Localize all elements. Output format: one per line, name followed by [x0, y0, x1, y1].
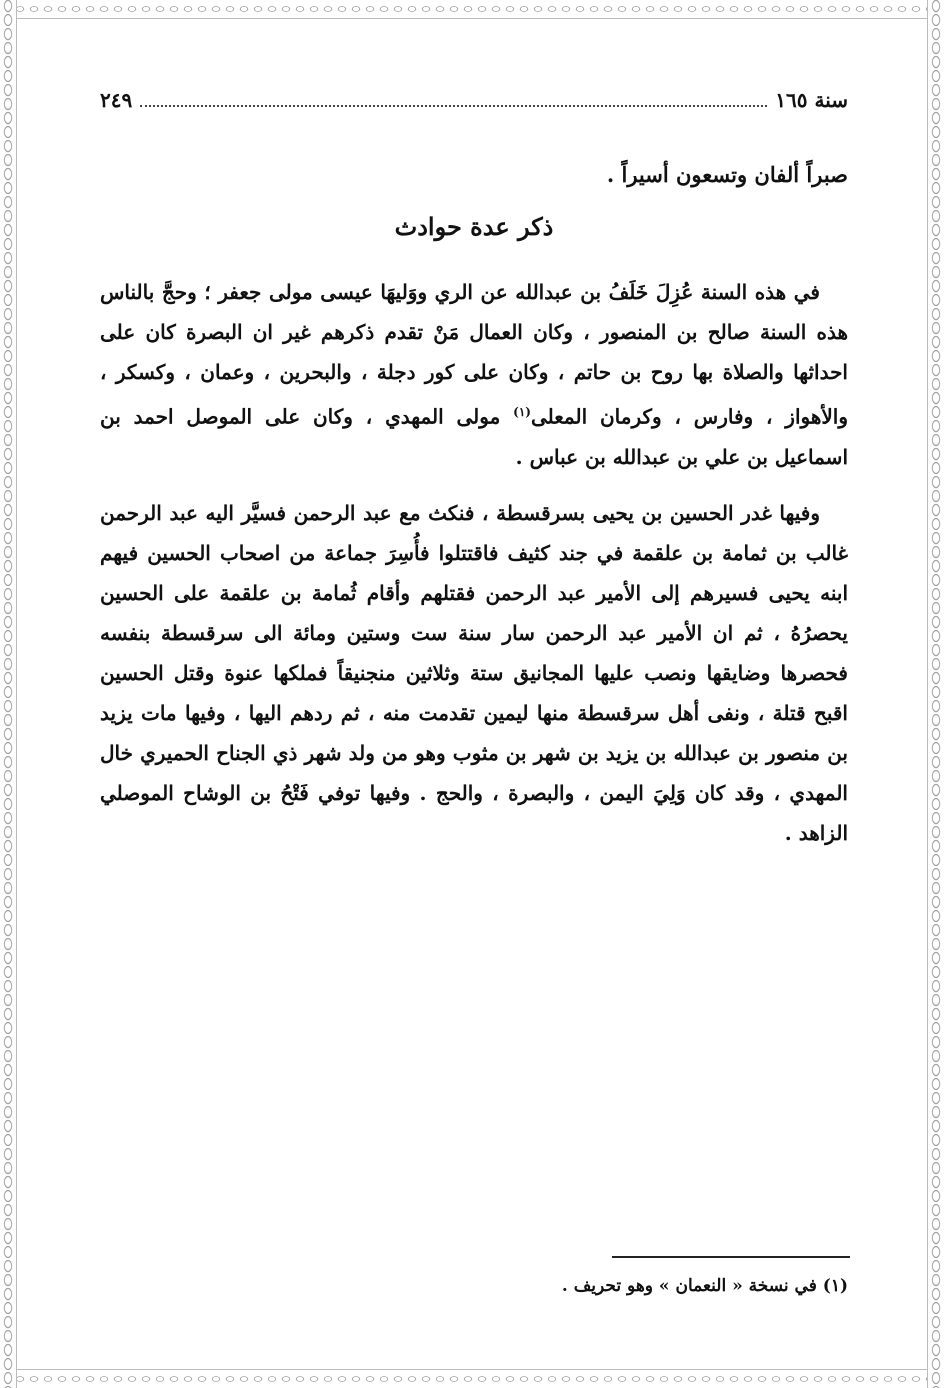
opening-line: صبراً ألفان وتسعون أسيراً .: [606, 162, 848, 187]
border-top: [0, 0, 944, 19]
running-title: سنة ١٦٥: [775, 88, 848, 112]
footnote: (١) في نسخة « النعمان » وهو تحريف .: [561, 1276, 848, 1296]
page-number: ٢٤٩: [100, 88, 133, 112]
running-header: [100, 88, 848, 118]
page-body: [100, 88, 848, 853]
paragraph-1: [100, 272, 848, 477]
border-left: [0, 0, 17, 1388]
paragraph-2: وفيها غدر الحسين بن يحيى بسرقسطة ، فنكث مع عبد الرحمن فسيَّر اليه عبد الرحمن غالب بن ثمامة بن علقمة في جند كثيف فاقتتلوا فأُسِرَ جماعة من اصحاب الحسين فيهم ابنه يحيى فسيرهم إلى الأمير عبد الرحمن فقتلهم وأقام ثُمامة بن علقمة على الحسين يحصرُهُ ، ثم ان الأمير عبد الرحمن سار سنة ست وستين ومائة الى سرقسطة بنفسه فحصرها وضايقها ونصب عليها المجانيق ستة وثلاثين منجنيقاً فملكها عنوة وقتل الحسين اقبح قتلة ، ونفى أهل سرقسطة منها ليمين تقدمت منه ، ثم ردهم اليها ، وفيها مات يزيد بن منصور بن عبدالله بن يزيد بن شهر بن مثوب وهو من ولد شهر ذي الجناح الحميري خال المهدي ، وقد كان وَلِيَ اليمن ، والبصرة ، والحج . وفيها توفي فَتْحُ بن الوشاح الموصلي الزاهد .: [100, 500, 848, 845]
paragraph-1-text-b: مولى المهدي ، وكان على الموصل احمد بن اسماعيل بن علي بن عبدالله بن عباس .: [100, 404, 848, 469]
footnote-rule: [612, 1256, 850, 1258]
section-heading: ذكر عدة حوادث: [394, 212, 554, 241]
paragraph-1-text-a: في هذه السنة عُزِلَ خَلَفُ بن عبدالله عن الري ووَليهَا عيسى مولى جعفر ؛ وحجَّ بالناس هذه السنة صالح بن المنصور ، وكان العمال مَنْ تقدم ذكرهم غير ان البصرة كان على احداثها والصلاة بها روح بن حاتم ، وكان على كور دجلة ، والبحرين ، وعمان ، وكسكر ، والأهواز ، وفارس ، وكرمان المعلى: [100, 280, 848, 429]
border-right: [927, 0, 944, 1388]
border-bottom: [0, 1369, 944, 1388]
footnote-marker: (١): [513, 405, 531, 419]
header-dot-leader: [140, 105, 767, 107]
